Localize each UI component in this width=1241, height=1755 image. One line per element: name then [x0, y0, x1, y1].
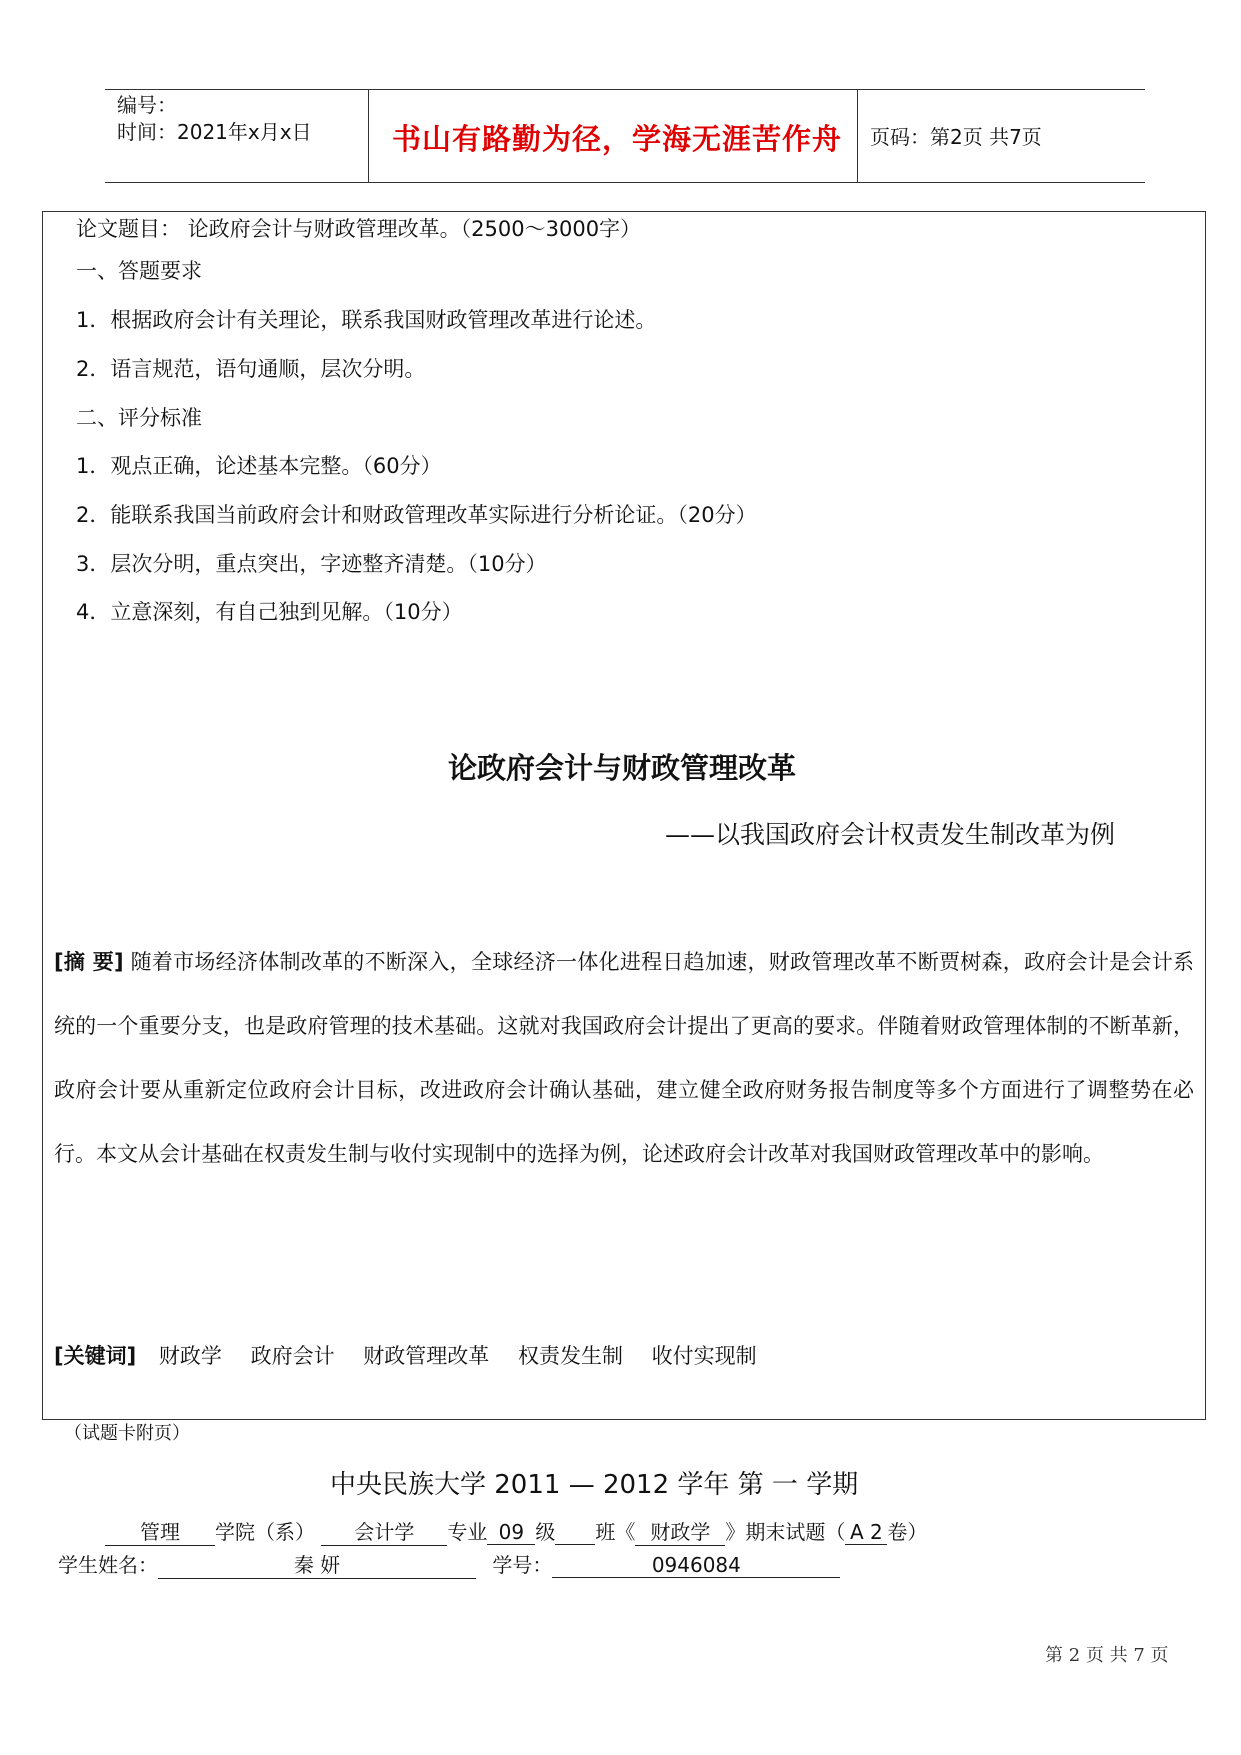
paper-label: 卷） [887, 1520, 928, 1544]
abstract-label: [摘 要] [54, 950, 124, 974]
page-number: 第 2 页 共 7 页 [1045, 1645, 1169, 1666]
header-page-code: 页码：第2页 共7页 [870, 125, 1042, 149]
college-label: 学院（系） [215, 1520, 315, 1544]
essay-abstract [54, 930, 1194, 1186]
paper-field: A 2 [845, 1520, 887, 1545]
keyword: 收付实现制 [651, 1344, 757, 1368]
student-name-field: 秦 妍 [158, 1549, 476, 1579]
section1-item: 1．根据政府会计有关理论，联系我国财政管理改革进行论述。 [76, 308, 657, 332]
college-field: 管理 [105, 1516, 215, 1546]
footer-note: （试题卡附页） [64, 1423, 190, 1444]
section1-item: 2．语言规范，语句通顺，层次分明。 [76, 357, 426, 381]
section2-title: 二、评分标准 [76, 406, 202, 430]
keyword: 权责发生制 [517, 1344, 623, 1368]
header-time: 时间：2021年x月x日 [117, 120, 312, 144]
header-top-rule [105, 89, 1145, 90]
grade-field: 09 [487, 1520, 535, 1545]
abstract-text: 随着市场经济体制改革的不断深入，全球经济一体化进程日趋加速，财政管理改革不断贾树森，政府会计是会计系统的一个重要分支，也是政府管理的技术基础。这就对我国政府会计提出了更高的要求。伴随着财政管理体制的不断革新，政府会计要从重新定位政府会计目标，改进政府会计确认基础，建立健全政府财务报告制度等多个方面进行了调整势在必行。本文从会计基础在权责发生制与收付实现制中的选择为例，论述政府会计改革对我国财政管理改革中的影响。 [54, 950, 1194, 1166]
course-field: 财政学 [635, 1516, 725, 1546]
major-label: 专业 [447, 1520, 488, 1544]
exam-label: 》期末试题（ [725, 1520, 846, 1544]
header-number-label: 编号： [117, 93, 177, 117]
section1-title: 一、答题要求 [76, 259, 202, 283]
essay-subtitle: ——以我国政府会计权责发生制改革为例 [665, 820, 1116, 849]
header-divider-right [857, 89, 858, 183]
student-name-label: 学生姓名： [58, 1553, 158, 1577]
header-bottom-rule [105, 182, 1145, 183]
course-info-row [105, 1516, 927, 1546]
header-divider-left [368, 89, 369, 183]
student-id-label: 学号： [492, 1553, 553, 1577]
essay-keywords [54, 1340, 779, 1370]
major-field: 会计学 [321, 1516, 447, 1546]
university-line: 中央民族大学 2011 — 2012 学年 第 一 学期 [330, 1470, 859, 1500]
section2-item: 4．立意深刻，有自己独到见解。（10分） [76, 600, 463, 624]
keyword: 财政管理改革 [363, 1344, 490, 1368]
keywords-label: [关键词] [54, 1344, 137, 1368]
class-label: 班《 [595, 1520, 636, 1544]
header-motto: 书山有路勤为径，学海无涯苦作舟 [392, 122, 843, 156]
grade-label: 级 [535, 1520, 556, 1544]
student-id-field: 0946084 [552, 1553, 840, 1578]
section2-item: 3．层次分明，重点突出，字迹整齐清楚。（10分） [76, 552, 547, 576]
section2-item: 2．能联系我国当前政府会计和财政管理改革实际进行分析论证。（20分） [76, 503, 757, 527]
class-field [555, 1520, 595, 1545]
keyword: 财政学 [158, 1344, 222, 1368]
student-info-row [58, 1549, 840, 1579]
section2-item: 1．观点正确，论述基本完整。（60分） [76, 454, 442, 478]
essay-title: 论政府会计与财政管理改革 [448, 751, 797, 785]
question-topic: 论文题目： 论政府会计与财政管理改革。（2500～3000字） [76, 217, 642, 241]
keyword: 政府会计 [250, 1344, 335, 1368]
